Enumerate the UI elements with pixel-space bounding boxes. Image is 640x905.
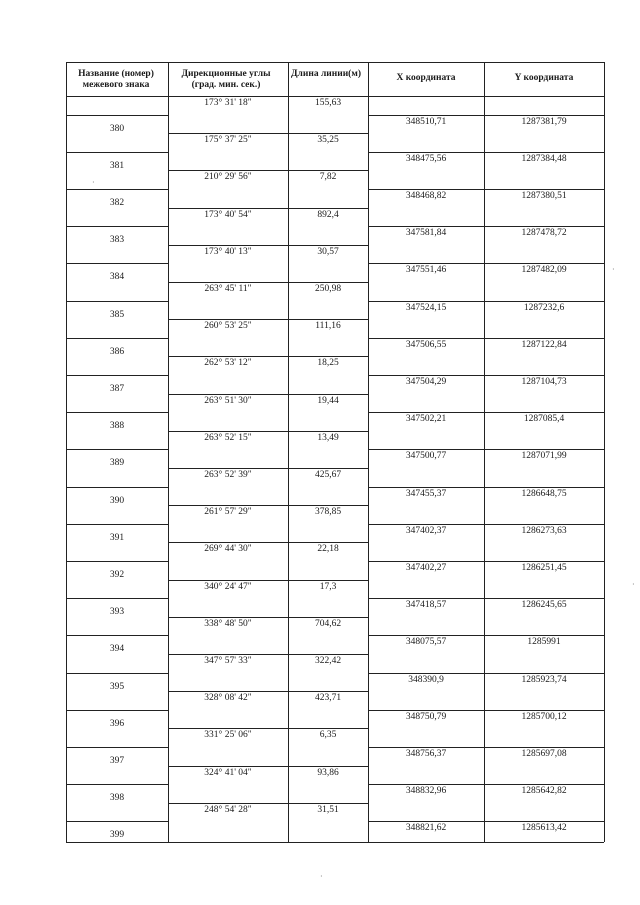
point-name-cell: 399 (109, 830, 125, 841)
direction-angle-cell: 173° 40' 13" (204, 246, 252, 257)
table-row-rule (368, 784, 604, 785)
line-length-cell: 6,35 (319, 730, 337, 741)
header-x-col: X координата (396, 73, 456, 83)
table-row-rule (66, 338, 168, 339)
table-row-rule (66, 821, 168, 822)
direction-angle-cell: 331° 25' 06" (204, 730, 252, 741)
point-name-cell: 387 (109, 384, 125, 394)
direction-angle-cell: 248° 54' 28" (204, 804, 252, 815)
table-row-rule (368, 561, 604, 562)
header-length-col: Длина линии(м) (291, 69, 361, 79)
x-coordinate-cell: 347504,29 (405, 377, 447, 387)
line-length-cell: 111,16 (315, 321, 341, 332)
direction-angle-cell: 262° 53' 12" (204, 358, 252, 369)
x-coordinate-cell: 347502,21 (405, 414, 447, 425)
x-coordinate-cell: 347500,77 (405, 451, 447, 462)
table-row-rule (66, 635, 168, 636)
table-row-rule (368, 710, 604, 711)
line-length-cell: 250,98 (314, 284, 342, 294)
line-length-cell: 17,3 (319, 581, 337, 592)
table-row-rule (168, 394, 368, 395)
table-row-rule (66, 710, 168, 711)
table-row-rule (168, 468, 368, 469)
table-row-rule (368, 226, 604, 227)
table-row-rule (168, 170, 368, 171)
table-column-rule (66, 62, 67, 842)
table-column-rule (604, 62, 605, 842)
x-coordinate-cell: 347402,37 (405, 525, 447, 536)
table-row-rule (66, 115, 168, 116)
point-name-cell: 384 (109, 272, 125, 283)
direction-angle-cell: 263° 51' 30" (204, 395, 252, 406)
y-coordinate-cell: 1287482,09 (521, 265, 567, 276)
direction-angle-cell: 328° 08' 42" (204, 693, 252, 704)
table-row-rule (66, 412, 168, 413)
table-column-rule (288, 62, 289, 842)
x-coordinate-cell: 348510,71 (405, 116, 447, 127)
table-row-rule (168, 803, 368, 804)
line-length-cell: 704,62 (314, 618, 342, 629)
table-row-rule (368, 152, 604, 153)
table-row-rule (368, 115, 604, 116)
point-name-cell: 394 (109, 644, 125, 655)
point-name-cell: 397 (109, 756, 125, 766)
y-coordinate-cell: 1285700,12 (521, 711, 567, 722)
table-bottom-rule (66, 842, 604, 843)
x-coordinate-cell: 347418,57 (405, 600, 447, 611)
y-coordinate-cell: 1285613,42 (521, 823, 567, 834)
point-name-cell: 390 (109, 495, 125, 506)
table-row-rule (168, 691, 368, 692)
table-row-rule (368, 598, 604, 599)
table-row-rule (66, 561, 168, 562)
table-row-rule (168, 654, 368, 655)
table-row-rule (66, 189, 168, 190)
x-coordinate-cell: 347402,27 (405, 563, 447, 573)
table-row-rule (368, 189, 604, 190)
line-length-cell: 155,63 (314, 98, 342, 108)
scan-speck: · (612, 265, 615, 274)
x-coordinate-cell: 348756,37 (405, 749, 447, 759)
header-angle-col: Дирекционные углы (град. мин. сек.) (181, 69, 271, 90)
table-row-rule (168, 542, 368, 543)
y-coordinate-cell: 1285642,82 (521, 786, 567, 797)
line-length-cell: 425,67 (314, 470, 342, 480)
table-row-rule (168, 580, 368, 581)
y-coordinate-cell: 1287232,6 (523, 302, 565, 313)
y-coordinate-cell: 1287478,72 (521, 228, 567, 239)
point-name-cell: 383 (109, 235, 125, 246)
x-coordinate-cell: 348821,62 (405, 823, 447, 834)
table-row-rule (368, 338, 604, 339)
point-name-cell: 388 (109, 421, 125, 432)
table-row-rule (66, 152, 168, 153)
header-bottom-rule (66, 96, 604, 97)
table-row-rule (368, 821, 604, 822)
direction-angle-cell: 175° 37' 25" (204, 135, 252, 146)
table-top-rule (66, 62, 604, 63)
table-row-rule (66, 524, 168, 525)
x-coordinate-cell: 347524,15 (405, 302, 447, 313)
point-name-cell: 381 (109, 160, 125, 171)
scan-speck: · (632, 580, 635, 589)
x-coordinate-cell: 348390,9 (408, 674, 444, 685)
y-coordinate-cell: 1287085,4 (523, 414, 565, 425)
direction-angle-cell: 173° 31' 18" (204, 98, 252, 108)
point-name-cell: 398 (109, 793, 125, 804)
y-coordinate-cell: 1286648,75 (521, 488, 567, 499)
point-name-cell: 392 (109, 570, 125, 580)
table-row-rule (66, 301, 168, 302)
point-name-cell: 389 (109, 458, 125, 469)
direction-angle-cell: 324° 41' 04" (204, 767, 252, 778)
table-row-rule (368, 449, 604, 450)
x-coordinate-cell: 348750,79 (405, 711, 447, 722)
y-coordinate-cell: 1287381,79 (521, 116, 567, 127)
x-coordinate-cell: 347551,46 (405, 265, 447, 276)
table-column-rule (484, 62, 485, 842)
y-coordinate-cell: 1285991 (527, 637, 561, 648)
y-coordinate-cell: 1287104,73 (521, 377, 567, 387)
direction-angle-cell: 338° 48' 50" (204, 618, 252, 629)
direction-angle-cell: 173° 40' 54" (204, 209, 252, 220)
table-row-rule (368, 301, 604, 302)
direction-angle-cell: 347° 57' 33" (204, 656, 252, 666)
x-coordinate-cell: 347581,84 (405, 228, 447, 239)
line-length-cell: 322,42 (314, 656, 342, 666)
table-row-rule (66, 673, 168, 674)
y-coordinate-cell: 1286245,65 (521, 600, 567, 611)
y-coordinate-cell: 1287384,48 (521, 153, 567, 164)
table-row-rule (168, 133, 368, 134)
table-row-rule (168, 245, 368, 246)
line-length-cell: 423,71 (314, 693, 342, 704)
table-row-rule (368, 524, 604, 525)
table-row-rule (368, 487, 604, 488)
table-row-rule (168, 766, 368, 767)
table-row-rule (368, 635, 604, 636)
table-row-rule (66, 226, 168, 227)
table-row-rule (368, 263, 604, 264)
point-name-cell: 391 (109, 532, 125, 543)
point-name-cell: 382 (109, 198, 125, 208)
point-name-cell: 385 (109, 309, 125, 320)
table-row-rule (168, 728, 368, 729)
line-length-cell: 31,51 (317, 804, 339, 815)
table-row-rule (66, 449, 168, 450)
table-row-rule (66, 598, 168, 599)
table-row-rule (368, 412, 604, 413)
table-row-rule (168, 356, 368, 357)
x-coordinate-cell: 347506,55 (405, 339, 447, 350)
header-name-col: Название (номер) межевого знака (78, 69, 154, 90)
point-name-cell: 380 (109, 123, 125, 134)
table-row-rule (368, 673, 604, 674)
x-coordinate-cell: 348075,57 (405, 637, 447, 648)
point-name-cell: 395 (109, 681, 125, 692)
direction-angle-cell: 261° 57' 29" (204, 507, 252, 518)
y-coordinate-cell: 1287071,99 (521, 451, 567, 462)
table-row-rule (66, 487, 168, 488)
line-length-cell: 892,4 (317, 209, 339, 220)
y-coordinate-cell: 1287380,51 (521, 191, 567, 201)
table-row-rule (368, 375, 604, 376)
line-length-cell: 22,18 (317, 544, 339, 555)
table-row-rule (66, 747, 168, 748)
table-row-rule (168, 208, 368, 209)
x-coordinate-cell: 348832,96 (405, 786, 447, 797)
scan-speck: · (320, 872, 323, 881)
table-row-rule (168, 505, 368, 506)
direction-angle-cell: 340° 24' 47" (204, 581, 252, 592)
line-length-cell: 7,82 (319, 172, 337, 183)
line-length-cell: 30,57 (317, 246, 339, 257)
point-name-cell: 386 (109, 346, 125, 357)
x-coordinate-cell: 348475,56 (405, 153, 447, 164)
y-coordinate-cell: 1285923,74 (521, 674, 567, 685)
direction-angle-cell: 260° 53' 25" (204, 321, 252, 332)
line-length-cell: 18,25 (317, 358, 339, 369)
table-row-rule (168, 319, 368, 320)
table-column-rule (168, 62, 169, 842)
line-length-cell: 13,49 (317, 432, 339, 443)
header-y-col: Y координата (514, 73, 574, 83)
line-length-cell: 19,44 (317, 395, 339, 406)
point-name-cell: 396 (109, 718, 125, 729)
direction-angle-cell: 269° 44' 30" (204, 544, 252, 555)
table-row-rule (168, 617, 368, 618)
line-length-cell: 35,25 (317, 135, 339, 146)
table-row-rule (66, 784, 168, 785)
point-name-cell: 393 (109, 607, 125, 618)
table-row-rule (168, 431, 368, 432)
direction-angle-cell: 263° 45' 11" (204, 284, 252, 294)
table-column-rule (368, 62, 369, 842)
direction-angle-cell: 263° 52' 39" (204, 470, 252, 480)
x-coordinate-cell: 347455,37 (405, 488, 447, 499)
direction-angle-cell: 263° 52' 15" (204, 432, 252, 443)
y-coordinate-cell: 1286273,63 (521, 525, 567, 536)
table-row-rule (368, 747, 604, 748)
direction-angle-cell: 210° 29' 56" (204, 172, 252, 183)
table-row-rule (66, 375, 168, 376)
table-row-rule (168, 282, 368, 283)
y-coordinate-cell: 1285697,08 (521, 749, 567, 759)
scan-speck: · (92, 178, 95, 187)
line-length-cell: 93,86 (317, 767, 339, 778)
table-row-rule (66, 263, 168, 264)
x-coordinate-cell: 348468,82 (405, 191, 447, 201)
line-length-cell: 378,85 (314, 507, 342, 518)
y-coordinate-cell: 1287122,84 (521, 339, 567, 350)
y-coordinate-cell: 1286251,45 (521, 563, 567, 573)
